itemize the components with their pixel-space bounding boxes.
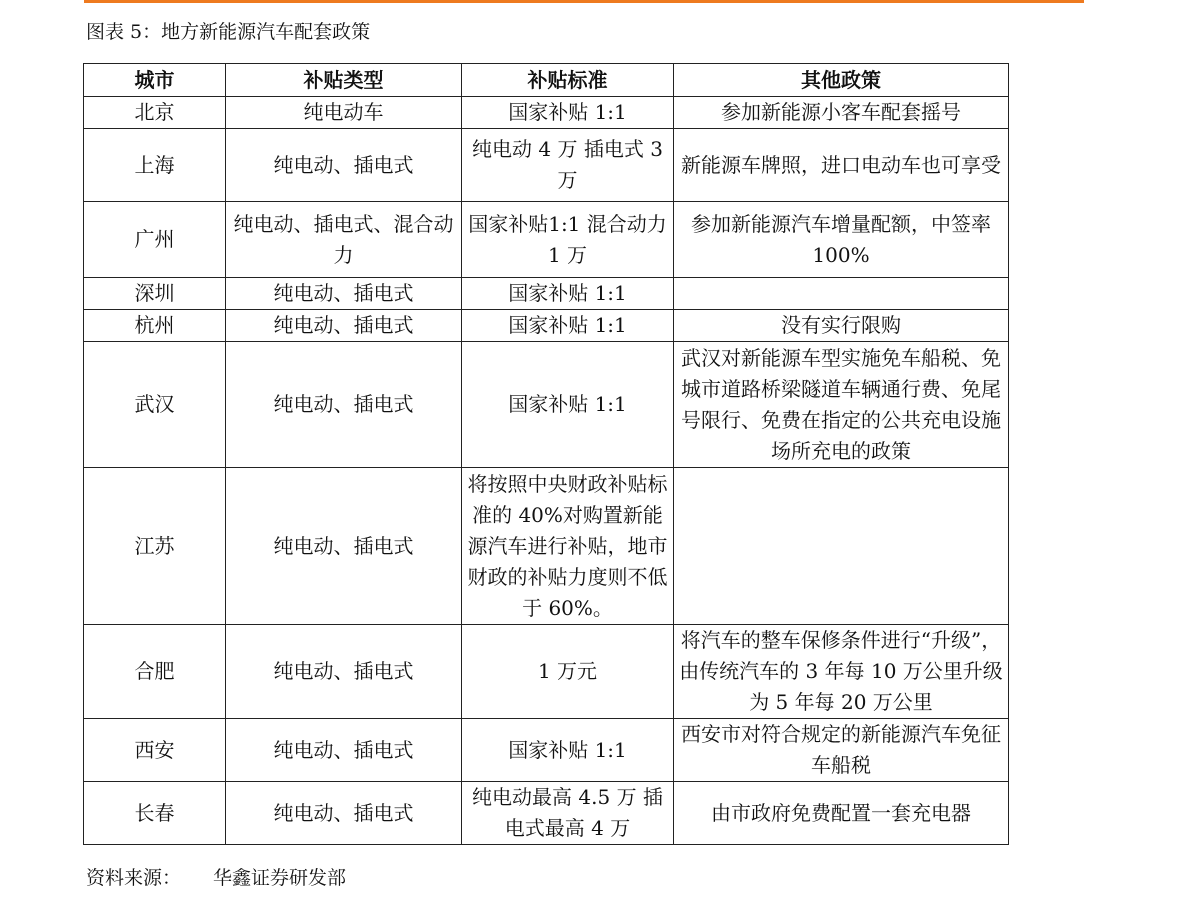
cell-city: 江苏	[84, 468, 226, 625]
table-row	[84, 202, 1009, 278]
cell-other-policy	[674, 278, 1009, 310]
cell-other-policy: 参加新能源小客车配套摇号	[674, 97, 1009, 129]
table-row	[84, 310, 1009, 342]
cell-subsidy-type: 纯电动、插电式	[226, 129, 462, 202]
table-row	[84, 719, 1009, 782]
header-subsidy-type: 补贴类型	[226, 64, 462, 97]
cell-city: 长春	[84, 782, 226, 845]
cell-other-policy: 武汉对新能源车型实施免车船税、免城市道路桥梁隧道车辆通行费、免尾号限行、免费在指定的公共充电设施场所充电的政策	[674, 342, 1009, 468]
cell-city: 深圳	[84, 278, 226, 310]
source-note	[86, 866, 346, 890]
cell-subsidy-type: 纯电动、插电式	[226, 278, 462, 310]
cell-other-policy: 西安市对符合规定的新能源汽车免征车船税	[674, 719, 1009, 782]
cell-subsidy-standard: 将按照中央财政补贴标准的 40%对购置新能源汽车进行补贴，地市财政的补贴力度则不低于 60%。	[462, 468, 674, 625]
cell-subsidy-type: 纯电动、插电式	[226, 625, 462, 719]
cell-subsidy-type: 纯电动车	[226, 97, 462, 129]
cell-city: 西安	[84, 719, 226, 782]
header-subsidy-standard: 补贴标准	[462, 64, 674, 97]
cell-city: 杭州	[84, 310, 226, 342]
cell-other-policy: 将汽车的整车保修条件进行“升级”，由传统汽车的 3 年每 10 万公里升级为 5 年每 20 万公里	[674, 625, 1009, 719]
cell-subsidy-standard: 国家补贴 1:1	[462, 310, 674, 342]
cell-subsidy-type: 纯电动、插电式	[226, 719, 462, 782]
table-row	[84, 625, 1009, 719]
source-label: 资料来源：	[86, 867, 182, 889]
table-row	[84, 97, 1009, 129]
cell-city: 武汉	[84, 342, 226, 468]
cell-subsidy-standard: 国家补贴 1:1	[462, 278, 674, 310]
cell-subsidy-type: 纯电动、插电式	[226, 782, 462, 845]
cell-subsidy-standard: 国家补贴1:1 混合动力 1 万	[462, 202, 674, 278]
cell-city: 广州	[84, 202, 226, 278]
cell-subsidy-standard: 纯电动 4 万 插电式 3 万	[462, 129, 674, 202]
cell-city: 合肥	[84, 625, 226, 719]
table-row	[84, 342, 1009, 468]
cell-subsidy-type: 纯电动、插电式	[226, 468, 462, 625]
cell-city: 北京	[84, 97, 226, 129]
cell-subsidy-standard: 1 万元	[462, 625, 674, 719]
table-row	[84, 129, 1009, 202]
cell-subsidy-standard: 国家补贴 1:1	[462, 97, 674, 129]
cell-other-policy: 由市政府免费配置一套充电器	[674, 782, 1009, 845]
cell-other-policy	[674, 468, 1009, 625]
cell-city: 上海	[84, 129, 226, 202]
cell-subsidy-type: 纯电动、插电式	[226, 342, 462, 468]
table-row	[84, 468, 1009, 625]
header-city: 城市	[84, 64, 226, 97]
cell-other-policy: 新能源车牌照，进口电动车也可享受	[674, 129, 1009, 202]
cell-subsidy-standard: 纯电动最高 4.5 万 插电式最高 4 万	[462, 782, 674, 845]
table-header-row	[84, 64, 1009, 97]
cell-subsidy-type: 纯电动、插电式、混合动力	[226, 202, 462, 278]
table-row	[84, 782, 1009, 845]
cell-subsidy-type: 纯电动、插电式	[226, 310, 462, 342]
top-accent-bar	[84, 0, 1084, 3]
table-row	[84, 278, 1009, 310]
cell-subsidy-standard: 国家补贴 1:1	[462, 719, 674, 782]
cell-other-policy: 参加新能源汽车增量配额，中签率 100%	[674, 202, 1009, 278]
source-organization: 华鑫证券研发部	[213, 867, 347, 889]
figure-caption: 图表 5：地方新能源汽车配套政策	[86, 21, 371, 43]
header-other-policy: 其他政策	[674, 64, 1009, 97]
cell-subsidy-standard: 国家补贴 1:1	[462, 342, 674, 468]
policy-table	[83, 63, 1009, 845]
cell-other-policy: 没有实行限购	[674, 310, 1009, 342]
